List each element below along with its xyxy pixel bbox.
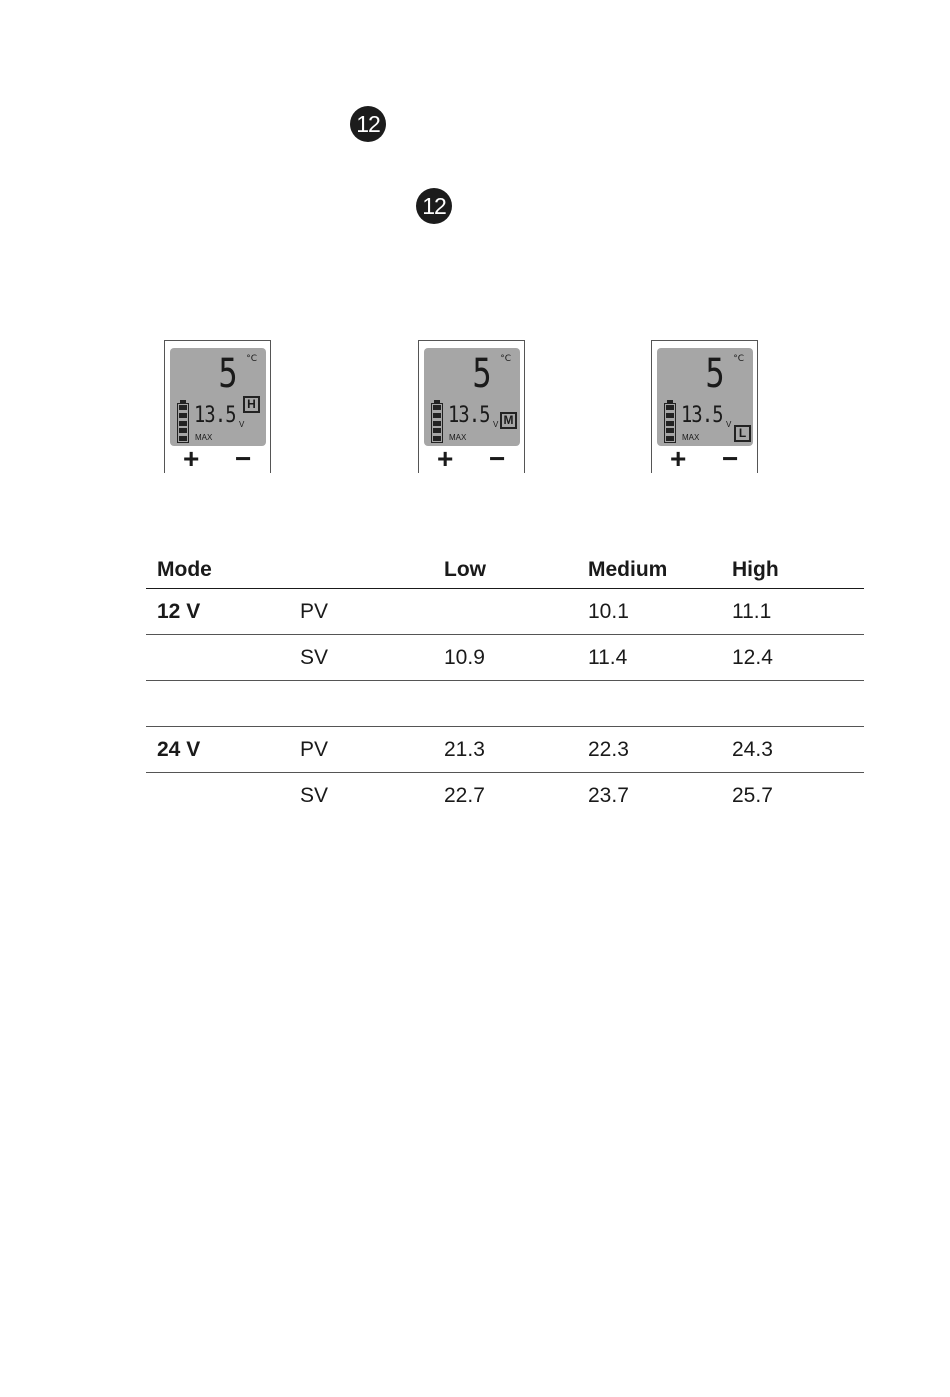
cell-low: [433, 589, 577, 635]
cell-medium: 22.3: [588, 737, 629, 761]
plus-button[interactable]: +: [437, 443, 454, 474]
display-panel-high: [164, 340, 271, 473]
header-type: [289, 543, 433, 589]
cell-low: 10.9: [444, 645, 485, 669]
cell-mode: [146, 681, 289, 727]
max-label: MAX: [195, 433, 213, 442]
voltage-readout: 13.5: [194, 403, 236, 428]
cell-high: 11.1: [732, 599, 772, 623]
lcd-screen: [424, 348, 520, 446]
step-badge-2: 12: [416, 188, 452, 224]
temperature-readout: 5: [218, 351, 238, 397]
cell-type: PV: [300, 599, 329, 623]
battery-icon: [431, 400, 443, 444]
header-mode: Mode: [157, 558, 212, 581]
mode-indicator: L: [734, 425, 751, 442]
cell-high: 24.3: [732, 737, 773, 761]
cell-type: SV: [300, 783, 329, 807]
cell-medium: 10.1: [588, 599, 629, 623]
battery-icon: [177, 400, 189, 444]
cell-mode: 12 V: [157, 599, 201, 623]
cell-mode: [146, 773, 289, 819]
voltage-readout: 13.5: [681, 403, 723, 428]
minus-button[interactable]: −: [489, 443, 506, 474]
temperature-readout: 5: [472, 351, 492, 397]
mode-indicator: H: [243, 396, 260, 413]
voltage-unit: V: [493, 420, 499, 429]
display-panel-low: [651, 340, 758, 473]
cell-mode: 24 V: [157, 737, 201, 761]
cell-high: [721, 681, 864, 727]
cell-high: 12.4: [732, 645, 773, 669]
plus-button[interactable]: +: [670, 443, 687, 474]
temperature-unit: °C: [733, 354, 744, 364]
table-row: [146, 635, 864, 681]
header-low: Low: [444, 558, 486, 581]
cell-type: [289, 681, 433, 727]
cell-low: 21.3: [444, 737, 485, 761]
table-row: [146, 727, 864, 773]
cell-type: SV: [300, 645, 329, 669]
table-row: [146, 589, 864, 635]
cell-medium: 11.4: [588, 645, 628, 669]
cell-low: 22.7: [444, 783, 485, 807]
table-header-row: [146, 543, 864, 589]
cell-mode: [146, 635, 289, 681]
cell-low: [433, 681, 577, 727]
plus-button[interactable]: +: [183, 443, 200, 474]
table-row: [146, 681, 864, 727]
temperature-unit: °C: [500, 354, 511, 364]
temperature-readout: 5: [705, 351, 725, 397]
voltage-unit: V: [726, 420, 732, 429]
lcd-screen: [170, 348, 266, 446]
lcd-screen: [657, 348, 753, 446]
table-row: [146, 773, 864, 819]
cell-medium: 23.7: [588, 783, 629, 807]
voltage-readout: 13.5: [448, 403, 490, 428]
mode-indicator: M: [500, 412, 517, 429]
voltage-unit: V: [239, 420, 245, 429]
max-label: MAX: [682, 433, 700, 442]
cell-medium: [577, 681, 721, 727]
header-medium: Medium: [588, 558, 668, 581]
display-panel-medium: [418, 340, 525, 473]
minus-button[interactable]: −: [722, 443, 739, 474]
step-badge-1: 12: [350, 106, 386, 142]
battery-icon: [664, 400, 676, 444]
temperature-unit: °C: [246, 354, 257, 364]
max-label: MAX: [449, 433, 467, 442]
cell-type: PV: [300, 737, 329, 761]
header-high: High: [732, 558, 779, 581]
voltage-mode-table: [146, 543, 864, 818]
cell-high: 25.7: [732, 783, 773, 807]
minus-button[interactable]: −: [235, 443, 252, 474]
